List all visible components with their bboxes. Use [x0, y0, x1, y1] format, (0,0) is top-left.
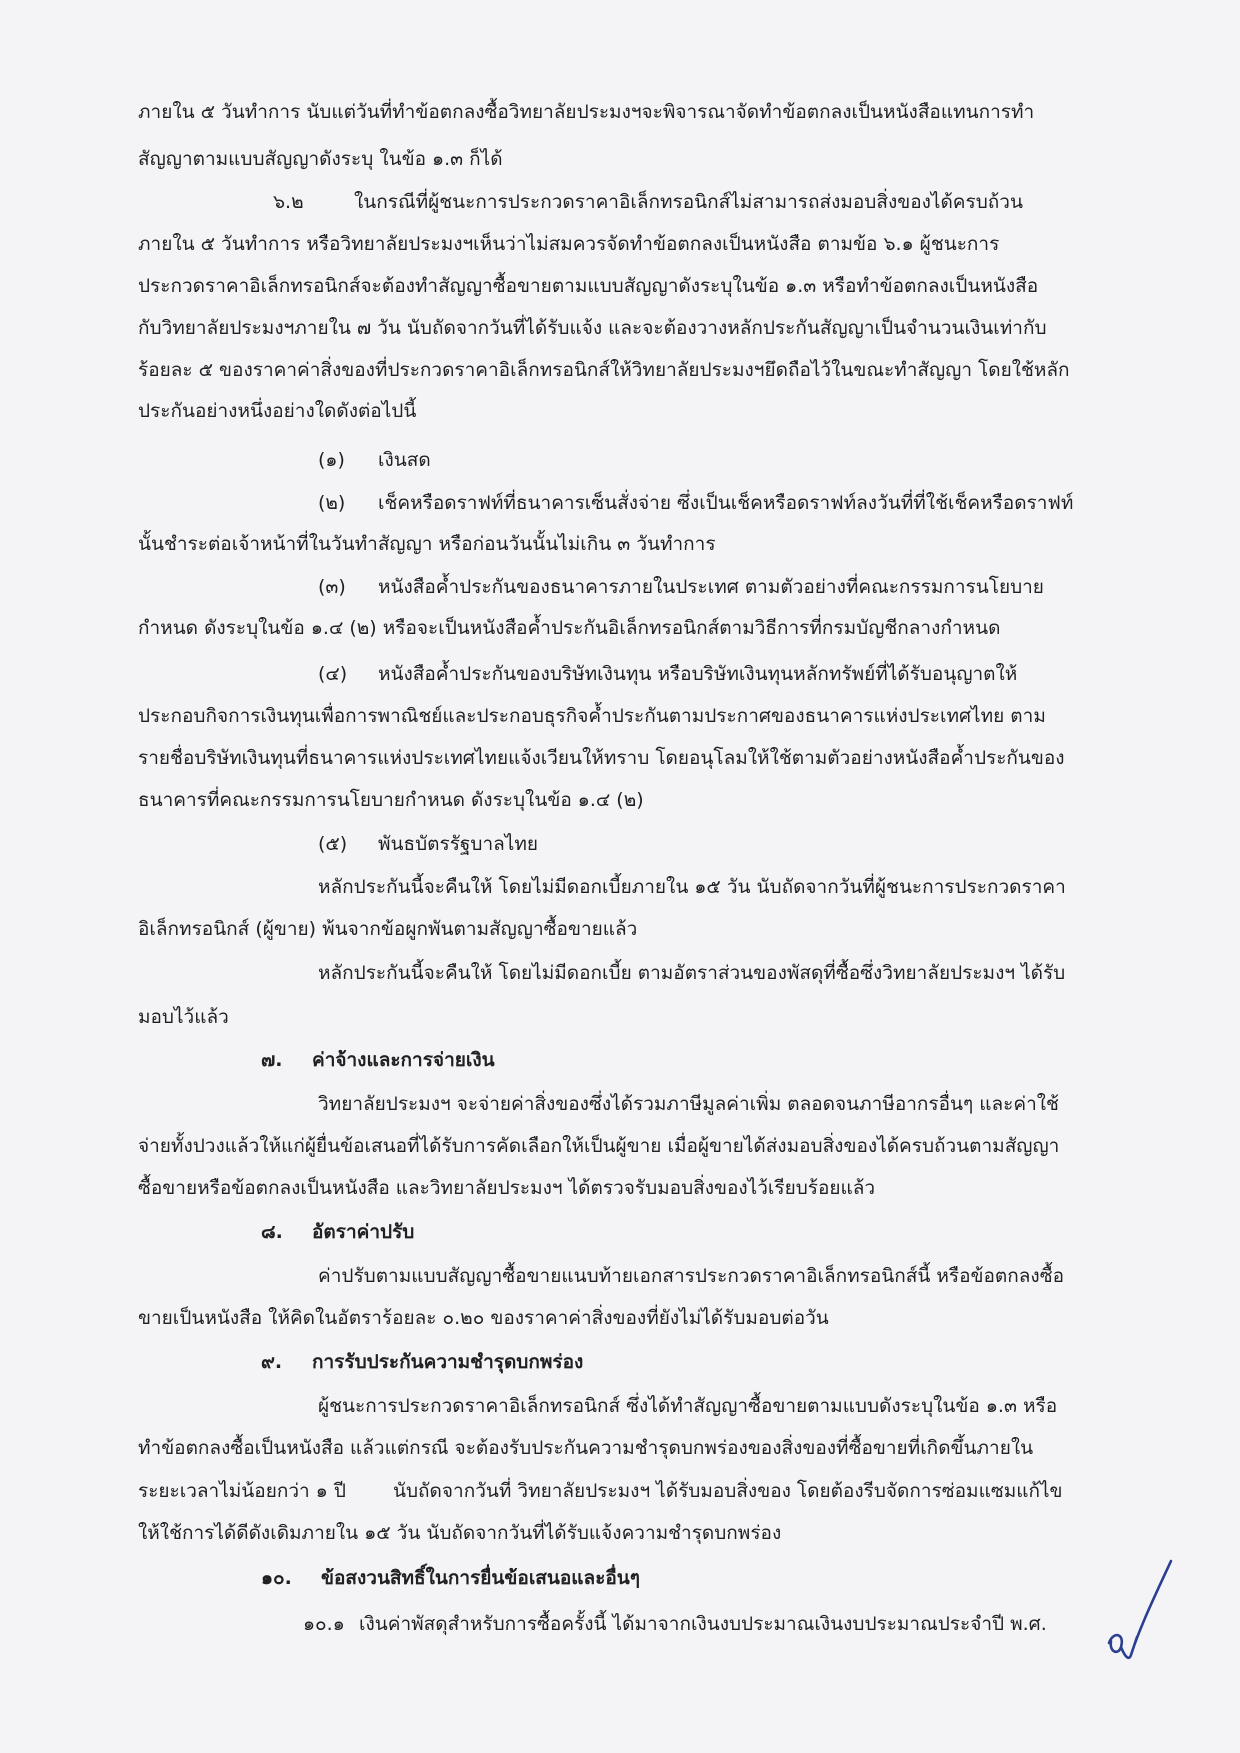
section-title: การรับประกันความชำรุดบกพร่อง: [312, 1351, 584, 1373]
item-4: [318, 660, 1017, 688]
text-line-13: กำหนด ดังระบุในข้อ ๑.๔ (๒) หรือจะเป็นหนังสือค้ำประกันอิเล็กทรอนิกส์ตามวิธีการที่กรมบัญชีกลางกำหนด: [138, 617, 1001, 639]
clause-text: ในกรณีที่ผู้ชนะการประกวดราคาอิเล็กทรอนิกส์ไม่สามารถส่งมอบสิ่งของได้ครบถ้วน: [354, 191, 1023, 213]
text-line-6: กับวิทยาลัยประมงฯภายใน ๗ วัน นับถัดจากวันที่ได้รับแจ้ง และจะต้องวางหลักประกันสัญญาเป็นจำนวนเงินเท่ากับ: [138, 317, 1047, 339]
section-number: ๗.: [261, 1049, 283, 1071]
text-line-25: จ่ายทั้งปวงแล้วให้แก่ผู้ยื่นข้อเสนอที่ได้รับการคัดเลือกให้เป็นผู้ขาย เมื่อผู้ขายได้ส่งมอบสิ่งของได้ครบถ้วนตามสัญญา: [138, 1135, 1060, 1157]
text-line-7: ร้อยละ ๕ ของราคาค่าสิ่งของที่ประกวดราคาอิเล็กทรอนิกส์ให้วิทยาลัยประมงฯยึดถือไว้ในขณะทำสัญญา โดยใช้หลัก: [138, 359, 1070, 381]
clause-6-2-line: [273, 188, 1023, 216]
text-line-16: รายชื่อบริษัทเงินทุนที่ธนาคารแห่งประเทศไทยแจ้งเวียนให้ทราบ โดยอนุโลมให้ใช้ตามตัวอย่างหนังสือค้ำประกันของ: [138, 747, 1065, 769]
item-text: หนังสือค้ำประกันของธนาคารภายในประเทศ ตามตัวอย่างที่คณะกรรมการนโยบาย: [378, 576, 1044, 598]
signature-mark: [1095, 1555, 1175, 1670]
text-line-11: นั้นชำระต่อเจ้าหน้าที่ในวันทำสัญญา หรือก่อนวันนั้นไม่เกิน ๓ วันทำการ: [138, 533, 716, 555]
item-2: [318, 489, 1073, 517]
text-line-15: ประกอบกิจการเงินทุนเพื่อการพาณิชย์และประกอบธุรกิจค้ำประกันตามประกาศของธนาคารแห่งประเทศไทย ตาม: [138, 705, 1046, 727]
clause-number: ๑๐.๑: [303, 1613, 345, 1635]
section-number: ๘.: [261, 1221, 283, 1243]
text-line-17: ธนาคารที่คณะกรรมการนโยบายกำหนด ดังระบุในข้อ ๑.๔ (๒): [138, 789, 644, 811]
section-number: ๑๐.: [261, 1567, 292, 1589]
text-line-28: ค่าปรับตามแบบสัญญาซื้อขายแนบท้ายเอกสารประกวดราคาอิเล็กทรอนิกส์นี้ หรือข้อตกลงซื้อ: [318, 1265, 1065, 1287]
text-line-32: ทำข้อตกลงซื้อเป็นหนังสือ แล้วแต่กรณี จะต้องรับประกันความชำรุดบกพร่องของสิ่งของที่ซื้อขายที่เกิดขึ้นภายใน: [138, 1437, 1034, 1459]
text-line-33-start: ระยะเวลาไม่น้อยกว่า ๑ ปี: [138, 1480, 346, 1502]
text-line-1: ภายใน ๕ วันทำการ นับแต่วันที่ทำข้อตกลงซื้อวิทยาลัยประมงฯจะพิจารณาจัดทำข้อตกลงเป็นหนังสือแทนการทำ: [138, 101, 1035, 123]
item-5: [318, 830, 538, 858]
text-line-19: หลักประกันนี้จะคืนให้ โดยไม่มีดอกเบี้ยภายใน ๑๕ วัน นับถัดจากวันที่ผู้ชนะการประกวดราคา: [318, 876, 1066, 898]
text-line-34: ให้ใช้การได้ดีดังเดิมภายใน ๑๕ วัน นับถัดจากวันที่ได้รับแจ้งความชำรุดบกพร่อง: [138, 1522, 782, 1544]
text-line-20: อิเล็กทรอนิกส์ (ผู้ขาย) พ้นจากข้อผูกพันตามสัญญาซื้อขายแล้ว: [138, 918, 638, 940]
clause-text: เงินค่าพัสดุสำหรับการซื้อครั้งนี้ ได้มาจากเงินงบประมาณเงินงบประมาณประจำปี พ.ศ.: [359, 1613, 1047, 1635]
text-line-29: ขายเป็นหนังสือ ให้คิดในอัตราร้อยละ ๐.๒๐ ของราคาค่าสิ่งของที่ยังไม่ได้รับมอบต่อวัน: [138, 1307, 829, 1329]
item-number: (๕): [318, 833, 348, 855]
section-number: ๙.: [261, 1351, 283, 1373]
clause-number: ๖.๒: [273, 191, 304, 213]
text-line-21: หลักประกันนี้จะคืนให้ โดยไม่มีดอกเบี้ย ตามอัตราส่วนของพัสดุที่ซื้อซึ่งวิทยาลัยประมงฯ ได้รับ: [318, 962, 1066, 984]
text-line-2: สัญญาตามแบบสัญญาดังระบุ ในข้อ ๑.๓ ก็ได้: [138, 148, 503, 170]
section-title: อัตราค่าปรับ: [312, 1221, 415, 1243]
item-text: หนังสือค้ำประกันของบริษัทเงินทุน หรือบริษัทเงินทุนหลักทรัพย์ที่ได้รับอนุญาตให้: [378, 663, 1018, 685]
text-line-33: [138, 1477, 1063, 1505]
item-number: (๒): [318, 492, 346, 514]
item-text: พันธบัตรรัฐบาลไทย: [378, 833, 538, 855]
text-line-31: ผู้ชนะการประกวดราคาอิเล็กทรอนิกส์ ซึ่งได้ทำสัญญาซื้อขายตามแบบดังระบุในข้อ ๑.๓ หรือ: [318, 1395, 1058, 1417]
clause-10-1-line: [303, 1610, 1047, 1638]
section-9-heading: [261, 1348, 583, 1376]
item-3: [318, 573, 1044, 601]
section-10-heading: [261, 1564, 640, 1592]
item-text: เงินสด: [378, 449, 431, 471]
text-line-22: มอบไว้แล้ว: [138, 1006, 229, 1028]
text-line-5: ประกวดราคาอิเล็กทรอนิกส์จะต้องทำสัญญาซื้อขายตามแบบสัญญาดังระบุในข้อ ๑.๓ หรือทำข้อตกลงเป็นหนังสือ: [138, 275, 1039, 297]
item-number: (๔): [318, 663, 348, 685]
item-number: (๑): [318, 449, 345, 471]
item-text: เช็คหรือดราฟท์ที่ธนาคารเซ็นสั่งจ่าย ซึ่งเป็นเช็คหรือดราฟท์ลงวันที่ที่ใช้เช็คหรือดราฟท์: [378, 492, 1074, 514]
section-8-heading: [261, 1218, 414, 1246]
text-line-4: ภายใน ๕ วันทำการ หรือวิทยาลัยประมงฯเห็นว่าไม่สมควรจัดทำข้อตกลงเป็นหนังสือ ตามข้อ ๖.๑ ผู้ชนะการ: [138, 233, 1000, 255]
item-number: (๓): [318, 576, 346, 598]
item-1: [318, 446, 431, 474]
text-line-24: วิทยาลัยประมงฯ จะจ่ายค่าสิ่งของซึ่งได้รวมภาษีมูลค่าเพิ่ม ตลอดจนภาษีอากรอื่นๆ และค่าใช้: [318, 1093, 1059, 1115]
section-title: ค่าจ้างและการจ่ายเงิน: [312, 1049, 495, 1071]
section-7-heading: [261, 1046, 495, 1074]
text-line-8: ประกันอย่างหนึ่งอย่างใดดังต่อไปนี้: [138, 400, 417, 422]
text-line-33-end: นับถัดจากวันที่ วิทยาลัยประมงฯ ได้รับมอบสิ่งของ โดยต้องรีบจัดการซ่อมแซมแก้ไข: [393, 1480, 1063, 1502]
text-line-26: ซื้อขายหรือข้อตกลงเป็นหนังสือ และวิทยาลัยประมงฯ ได้ตรวจรับมอบสิ่งของไว้เรียบร้อยแล้ว: [138, 1177, 876, 1199]
section-title: ข้อสงวนสิทธิ์ในการยื่นข้อเสนอและอื่นๆ: [321, 1567, 641, 1589]
